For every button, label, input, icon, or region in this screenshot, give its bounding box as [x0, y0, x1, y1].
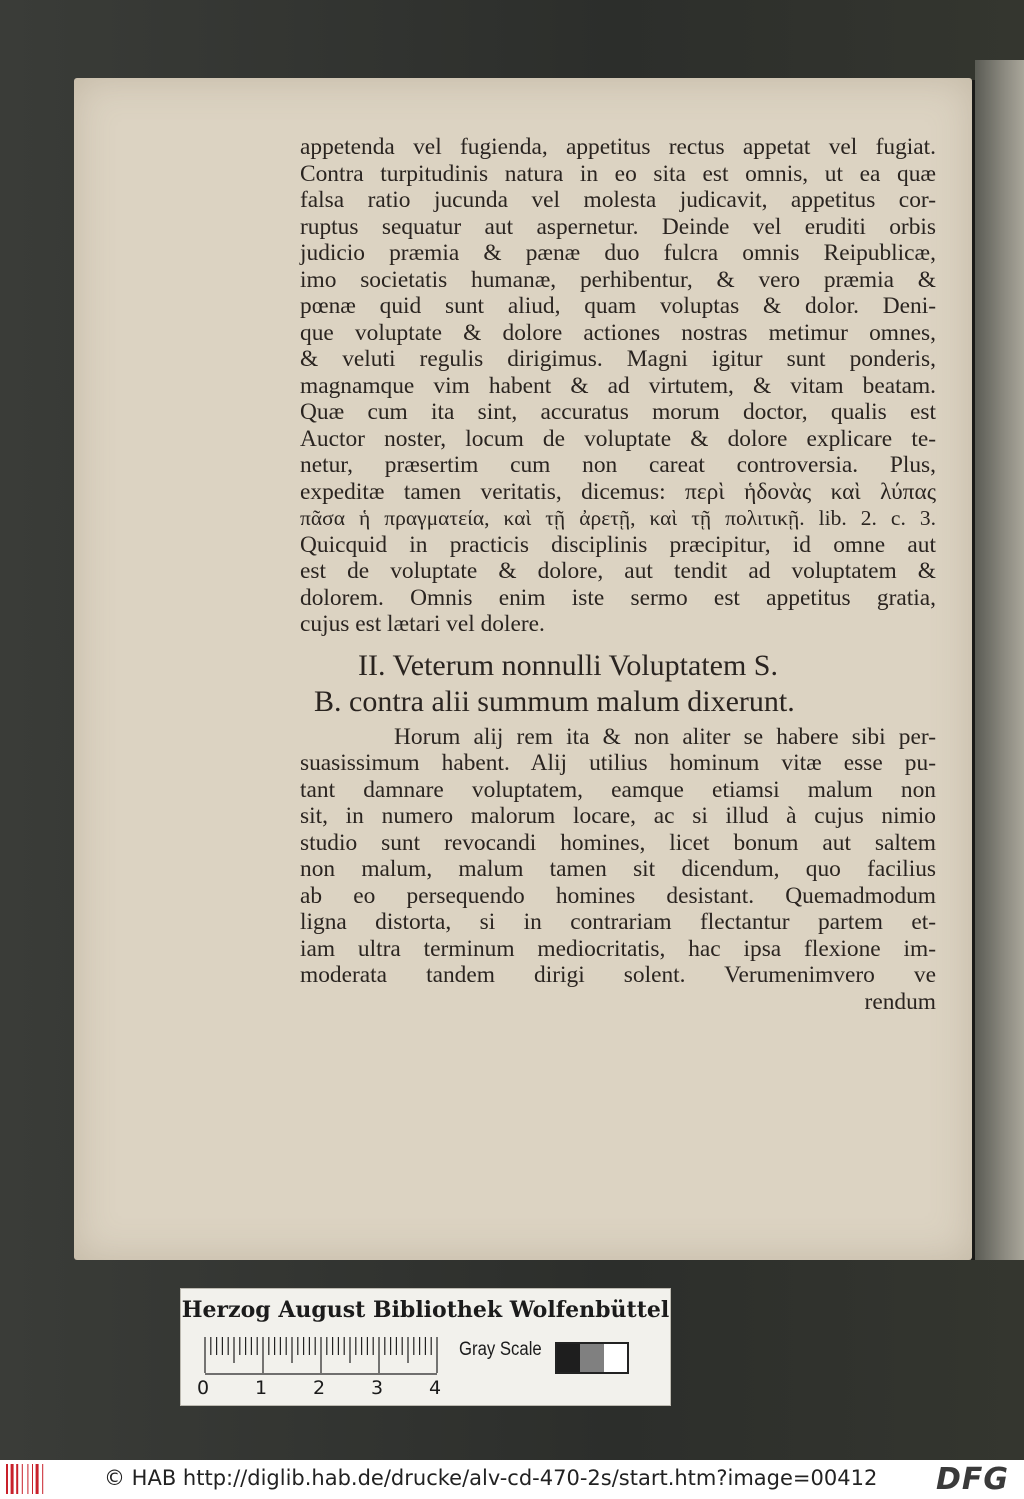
text-line: appetenda vel fugienda, appetitus rectus appetat vel fugiat.: [300, 134, 936, 160]
section-heading: [300, 648, 936, 720]
text-line: que voluptate & dolore actiones nostras metimur omnes,: [300, 319, 936, 346]
swatch-dark: [557, 1344, 580, 1372]
barcode-icon: [6, 1464, 48, 1494]
text-line: sit, in numero malorum locare, ac si illud à cujus nimio: [300, 803, 936, 829]
text-line: moderata tandem dirigi solent. Verumenimvero ve: [300, 962, 936, 988]
text-line: imo societatis humanæ, perhibentur, & vero præmia &: [300, 266, 936, 293]
text-line: suasissimum habent. Alij utilius hominum vitæ esse pu-: [300, 750, 936, 776]
ruler-number: 1: [255, 1377, 268, 1399]
source-url[interactable]: © HAB http://diglib.hab.de/drucke/alv-cd-470-2s/start.htm?image=00412: [104, 1466, 878, 1490]
text-line: magnamque vim habent & ad virtutem, & vitam beatam.: [300, 372, 936, 399]
text-line: Quicquid in practicis disciplinis præcipitur, id omne aut: [300, 531, 936, 558]
page-text: [300, 134, 936, 1015]
ruler-numbers: [193, 1377, 473, 1399]
barcode-bar: [42, 1464, 43, 1494]
swatch-light: [604, 1344, 627, 1372]
viewer-footer: [0, 1460, 1024, 1499]
paragraph-1: [300, 134, 936, 638]
text-line: netur, præsertim cum non careat controversia. Plus,: [300, 452, 936, 478]
barcode-bar: [27, 1464, 28, 1494]
text-line: falsa ratio jucunda vel molesta judicavit, appetitus cor-: [300, 187, 936, 213]
paragraph-2: [300, 724, 936, 1016]
text-line: Horum alij rem ita & non aliter se habere sibi per-: [394, 723, 936, 750]
text-line: Auctor noster, locum de voluptate & dolore explicare te-: [300, 425, 936, 452]
text-line: Quæ cum ita sint, accuratus morum doctor, qualis est: [300, 399, 936, 425]
heading-line: B. contra alii summum malum dixerunt.: [314, 684, 795, 718]
facing-page-edge: [975, 60, 1024, 1260]
text-line: ruptus sequatur aut aspernetur. Deinde vel eruditi orbis: [300, 213, 936, 240]
text-line: tant damnare voluptatem, eamque etiamsi malum non: [300, 776, 936, 803]
scale-card: [180, 1288, 671, 1406]
text-line: ab eo persequendo homines desistant. Quemadmodum: [300, 882, 936, 909]
text-line: dolorem. Omnis enim iste sermo est appetitus gratia,: [300, 584, 936, 611]
text-line: Contra turpitudinis natura in eo sita est omnis, ut ea quæ: [300, 160, 936, 187]
barcode-bar: [36, 1464, 39, 1494]
text-line: non malum, malum tamen sit dicendum, quo facilius: [300, 856, 936, 882]
barcode-bar: [32, 1464, 33, 1494]
text-line: & veluti regulis dirigimus. Magni igitur sunt ponderis,: [300, 346, 936, 372]
library-name: Herzog August Bibliothek Wolfenbüttel: [181, 1297, 670, 1323]
dfg-logo: DFG: [936, 1462, 1010, 1497]
text-line: ligna distorta, si in contrariam flectantur partem et-: [300, 909, 936, 935]
grayscale-swatches: [555, 1342, 629, 1374]
barcode-bar: [11, 1464, 14, 1494]
grayscale-label: Gray Scale: [459, 1339, 542, 1360]
text-line: judicio præmia & pænæ duo fulcra omnis Reipublicæ,: [300, 240, 936, 266]
ruler-number: 0: [197, 1377, 210, 1399]
ruler-icon: [203, 1337, 443, 1375]
catchword: rendum: [864, 988, 936, 1015]
text-line: est de voluptate & dolore, aut tendit ad voluptatem &: [300, 558, 936, 584]
heading-line: II. Veterum nonnulli Voluptatem S.: [358, 648, 778, 682]
ruler-number: 3: [371, 1377, 384, 1399]
greek-quote-line: πᾶσα ἡ πραγματεία, καὶ τῇ ἀρετῇ, καὶ τῇ πολιτικῇ. lib. 2. c. 3.: [300, 506, 936, 530]
text-line: expeditæ tamen veritatis, dicemus: περὶ ἡδονὰς καὶ λύπας: [300, 478, 936, 505]
barcode-bar: [22, 1464, 23, 1494]
text-line: cujus est lætari vel dolere.: [300, 611, 545, 637]
barcode-bar: [16, 1464, 18, 1494]
text-line: pœnæ quid sunt aliud, quam voluptas & dolor. Deni-: [300, 293, 936, 319]
text-line: iam ultra terminum mediocritatis, hac ipsa flexione im-: [300, 935, 936, 962]
ruler-number: 2: [313, 1377, 326, 1399]
text-line: studio sunt revocandi homines, licet bonum aut saltem: [300, 829, 936, 856]
ruler-number: 4: [429, 1377, 442, 1399]
swatch-mid: [580, 1344, 603, 1372]
barcode-bar: [6, 1464, 8, 1494]
